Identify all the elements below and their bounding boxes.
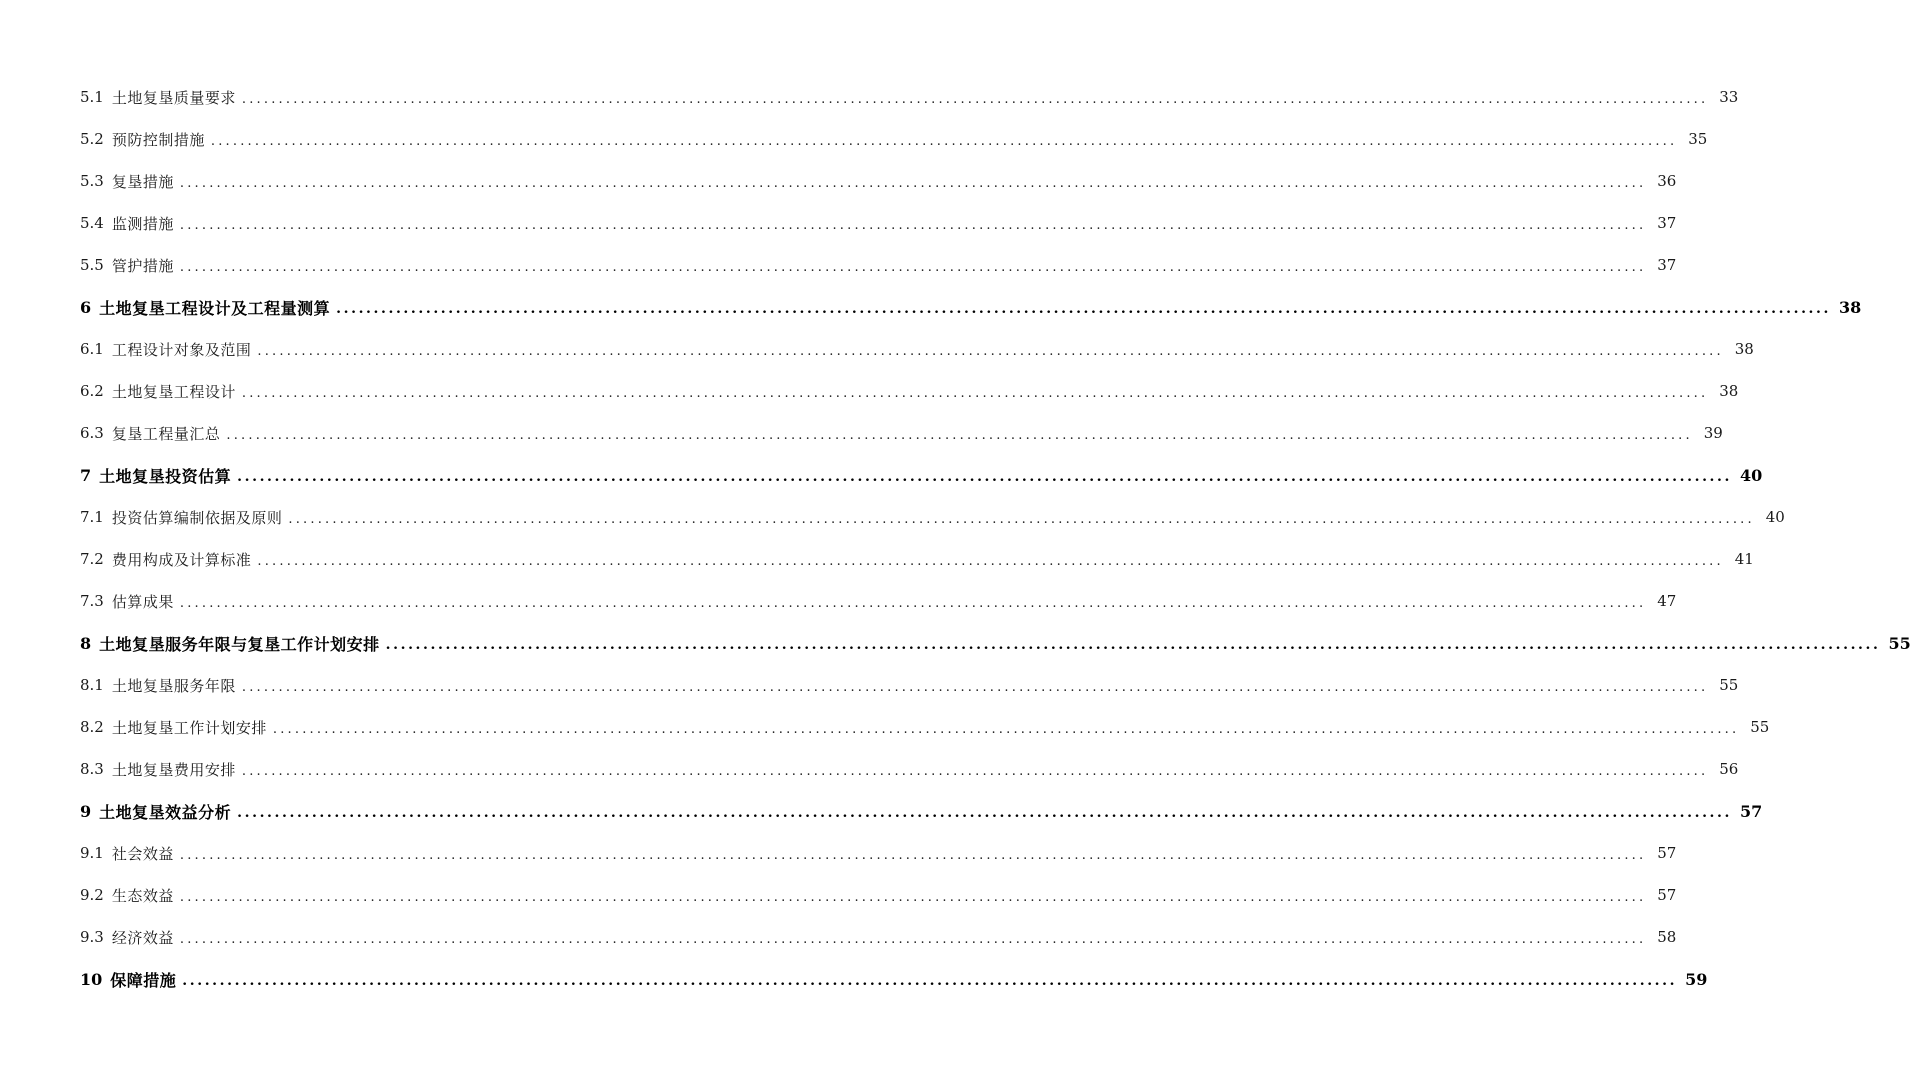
toc-entry-number: 7.1 <box>80 508 104 526</box>
toc-entry-title: 社会效益 <box>111 844 174 863</box>
toc-entry-title: 土地复垦费用安排 <box>111 760 236 779</box>
toc-entry[interactable] <box>80 580 1677 622</box>
toc-entry-page: 37 <box>1657 214 1677 232</box>
toc-entry-number: 5.3 <box>80 172 104 190</box>
toc-chapter-entry[interactable] <box>80 958 1708 1000</box>
dot-leader: ........................................................................................................................................................................................................ <box>336 301 1831 317</box>
table-of-contents <box>80 76 1911 1000</box>
toc-entry[interactable] <box>80 328 1754 370</box>
dot-leader: ........................................................................................................................................................................................................ <box>179 175 1647 191</box>
toc-entry-title: 管护措施 <box>111 256 174 275</box>
toc-entry-page: 38 <box>1719 382 1739 400</box>
toc-chapter-entry[interactable] <box>80 454 1763 496</box>
toc-entry-number: 8.3 <box>80 760 104 778</box>
toc-entry[interactable] <box>80 664 1739 706</box>
toc-entry-number: 7 <box>80 465 92 485</box>
toc-entry[interactable] <box>80 412 1723 454</box>
toc-entry-page: 33 <box>1719 88 1739 106</box>
toc-entry-number: 6.2 <box>80 382 104 400</box>
toc-entry[interactable] <box>80 748 1739 790</box>
toc-entry-number: 8.1 <box>80 676 104 694</box>
toc-entry-page: 55 <box>1719 676 1739 694</box>
toc-entry-page: 37 <box>1657 256 1677 274</box>
toc-entry-page: 35 <box>1688 130 1708 148</box>
dot-leader: ........................................................................................................................................................................................................ <box>237 805 1732 821</box>
toc-entry-title: 复垦工程量汇总 <box>111 424 221 443</box>
dot-leader: ........................................................................................................................................................................................................ <box>241 763 1709 779</box>
toc-entry-page: 57 <box>1657 844 1677 862</box>
toc-chapter-entry[interactable] <box>80 790 1763 832</box>
dot-leader: ........................................................................................................................................................................................................ <box>257 343 1724 359</box>
toc-entry-number: 6 <box>80 297 92 317</box>
toc-entry-number: 8 <box>80 633 92 653</box>
dot-leader: ........................................................................................................................................................................................................ <box>288 511 1755 527</box>
toc-entry[interactable] <box>80 118 1708 160</box>
toc-entry-title: 监测措施 <box>111 214 174 233</box>
toc-entry-number: 5.4 <box>80 214 104 232</box>
toc-entry-page: 58 <box>1657 928 1677 946</box>
toc-entry[interactable] <box>80 706 1770 748</box>
toc-entry-page: 40 <box>1765 508 1785 526</box>
toc-entry[interactable] <box>80 538 1754 580</box>
toc-entry-page: 55 <box>1888 633 1911 653</box>
toc-entry-page: 39 <box>1703 424 1723 442</box>
toc-entry-page: 36 <box>1657 172 1677 190</box>
toc-entry[interactable] <box>80 202 1677 244</box>
toc-entry-page: 41 <box>1734 550 1754 568</box>
toc-entry-number: 9.2 <box>80 886 104 904</box>
toc-entry-number: 7.3 <box>80 592 104 610</box>
dot-leader: ........................................................................................................................................................................................................ <box>179 259 1647 275</box>
toc-entry-page: 55 <box>1750 718 1770 736</box>
toc-entry-page: 57 <box>1739 801 1763 821</box>
dot-leader: ........................................................................................................................................................................................................ <box>237 469 1732 485</box>
toc-entry-number: 9.1 <box>80 844 104 862</box>
toc-entry-page: 40 <box>1739 465 1763 485</box>
toc-entry-title: 土地复垦投资估算 <box>99 466 232 486</box>
toc-chapter-entry[interactable] <box>80 286 1862 328</box>
dot-leader: ........................................................................................................................................................................................................ <box>179 847 1647 863</box>
dot-leader: ........................................................................................................................................................................................................ <box>179 889 1647 905</box>
toc-entry-title: 保障措施 <box>110 970 177 990</box>
toc-entry-title: 复垦措施 <box>111 172 174 191</box>
toc-entry-title: 估算成果 <box>111 592 174 611</box>
dot-leader: ........................................................................................................................................................................................................ <box>241 385 1709 401</box>
toc-entry-number: 6.3 <box>80 424 104 442</box>
toc-entry[interactable] <box>80 244 1677 286</box>
toc-entry[interactable] <box>80 916 1677 958</box>
toc-entry-number: 8.2 <box>80 718 104 736</box>
toc-entry-title: 土地复垦质量要求 <box>111 88 236 107</box>
toc-entry[interactable] <box>80 370 1739 412</box>
dot-leader: ........................................................................................................................................................................................................ <box>385 637 1881 653</box>
toc-entry[interactable] <box>80 76 1739 118</box>
toc-entry[interactable] <box>80 874 1677 916</box>
dot-leader: ........................................................................................................................................................................................................ <box>179 217 1647 233</box>
toc-entry-page: 56 <box>1719 760 1739 778</box>
toc-entry-page: 38 <box>1734 340 1754 358</box>
toc-entry-number: 6.1 <box>80 340 104 358</box>
toc-entry-number: 9 <box>80 801 92 821</box>
toc-entry-title: 土地复垦服务年限与复垦工作计划安排 <box>99 634 380 654</box>
toc-entry-page: 59 <box>1685 969 1708 989</box>
toc-entry[interactable] <box>80 496 1785 538</box>
toc-entry-title: 工程设计对象及范围 <box>111 340 252 359</box>
dot-leader: ........................................................................................................................................................................................................ <box>179 931 1647 947</box>
dot-leader: ........................................................................................................................................................................................................ <box>272 721 1740 737</box>
toc-entry[interactable] <box>80 832 1677 874</box>
toc-entry-title: 预防控制措施 <box>111 130 205 149</box>
dot-leader: ........................................................................................................................................................................................................ <box>210 133 1678 149</box>
toc-entry-number: 7.2 <box>80 550 104 568</box>
dot-leader: ........................................................................................................................................................................................................ <box>226 427 1693 443</box>
toc-entry-title: 经济效益 <box>111 928 174 947</box>
toc-entry-number: 5.1 <box>80 88 104 106</box>
toc-entry-title: 投资估算编制依据及原则 <box>111 508 283 527</box>
dot-leader: ........................................................................................................................................................................................................ <box>241 91 1709 107</box>
toc-entry-title: 生态效益 <box>111 886 174 905</box>
toc-entry-page: 57 <box>1657 886 1677 904</box>
toc-entry-title: 土地复垦工程设计 <box>111 382 236 401</box>
dot-leader: ........................................................................................................................................................................................................ <box>241 679 1709 695</box>
toc-entry-title: 土地复垦效益分析 <box>99 802 232 822</box>
toc-entry-page: 38 <box>1838 297 1862 317</box>
toc-entry-number: 5.5 <box>80 256 104 274</box>
toc-entry-title: 土地复垦工程设计及工程量测算 <box>99 298 331 318</box>
toc-entry[interactable] <box>80 160 1677 202</box>
toc-entry-number: 10 <box>80 969 103 989</box>
toc-entry-title: 费用构成及计算标准 <box>111 550 252 569</box>
dot-leader: ........................................................................................................................................................................................................ <box>257 553 1724 569</box>
toc-entry-number: 9.3 <box>80 928 104 946</box>
toc-entry-number: 5.2 <box>80 130 104 148</box>
dot-leader: ........................................................................................................................................................................................................ <box>179 595 1647 611</box>
toc-entry-page: 47 <box>1657 592 1677 610</box>
toc-chapter-entry[interactable] <box>80 622 1911 664</box>
dot-leader: ........................................................................................................................................................................................................ <box>182 973 1678 989</box>
toc-entry-title: 土地复垦服务年限 <box>111 676 236 695</box>
toc-entry-title: 土地复垦工作计划安排 <box>111 718 267 737</box>
